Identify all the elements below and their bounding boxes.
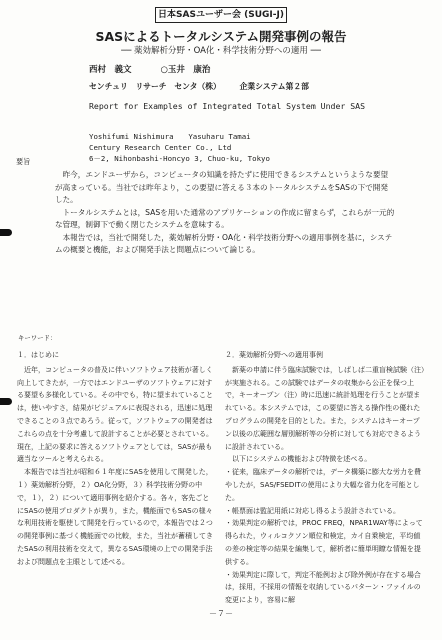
body-paragraph: 近年，コンピュータの普及に伴いソフトウェア技術が著しく向上してきたが，一方ではエンドユーザのソフトウェアに対する要望も多様化している。その中でも，特に望まれていることは，使いやすさ，結果がビジュアルに表現される，迅速に処理できることの３点であろう。従って，ソフトウェアの開発者はこれらの点を十分考慮して設計することが必要とされている。現在，上記の要求に答えるソフトウェアとしては，SASが最も適当なツールと考えられる。 <box>17 365 213 464</box>
authors <box>89 63 236 75</box>
organization-box: 日本SASユーザー会 (SUGI-J) <box>155 7 287 23</box>
english-authors: Yoshifumi Nishimura Yasuharu Tamai <box>89 132 251 141</box>
author-2: ○玉井 康治 <box>160 65 211 75</box>
affiliation-company: センチュリ リサーチ センタ（株） <box>89 82 221 91</box>
paper-subtitle: ── 薬効解析分野・OA化・科学技術分野への適用 ── <box>121 46 321 56</box>
bullet-item: ・効果判定の解析では，PROC FREQ，NPAR1WAY等によって得られた，ウィルコクソン順位和検定，カイ自乗検定，平均値の差の検定等の結果を編集して，解析者に簡単明瞭な情報を提供する。 <box>225 519 423 566</box>
abstract <box>55 169 395 257</box>
english-title: Report for Examples of Integrated Total System Under SAS <box>89 101 366 111</box>
abstract-paragraph: 本報告では，当社で開発した，薬効解析分野・OA化・科学技術分野への適用事例を基に，システムの概要と機能，および開発手法と問題点について論じる。 <box>55 232 393 254</box>
abstract-label: 要旨 <box>16 157 31 166</box>
body-paragraph: 以下にシステムの機能および特徴を述べる。 <box>232 455 372 464</box>
english-address: 6－2, Nihonbashi-Honcyo 3, Chuo-ku, Tokyo <box>89 154 270 163</box>
punch-hole-mark <box>0 398 12 405</box>
right-column <box>225 349 425 607</box>
author-1: 西村 義文 <box>89 65 132 75</box>
paper-title: SASによるトータルシステム開発事例の報告 <box>95 29 347 44</box>
body-paragraph: 本報告では当社が昭和６１年度にSASを使用して開発した，１）薬効解析分野，２）OA化分野，３）科学技術分野の中で，１），２）について適用事例を紹介する。各々，客先ごとにSASの使用プロダクトが異り，また，機能面でもSASの様々な利用技術を駆使して開発を行っているので，本報告では２つの開発事例に基づく機能面での比較，また，当社が蓄積してきたSASの利用技術を交えて，異なるSAS環境の上での開発手法および問題点を主眼として述べる。 <box>17 468 213 566</box>
abstract-paragraph: 昨今，エンドユーザから，コンピュータの知識を持たずに使用できるシステムというような要望が高まっている。当社では昨年より，この要望に答える３本のトータルシステムをSASの下で開発した。 <box>55 170 389 204</box>
english-author-block <box>89 131 409 164</box>
section-heading-intro: １．はじめに <box>17 351 59 359</box>
keywords-label: キーワード： <box>18 334 57 342</box>
punch-hole-mark <box>0 229 12 236</box>
left-column <box>17 349 215 569</box>
section-heading-application: ２．薬効解析分野への適用事例 <box>225 351 323 359</box>
body-paragraph: 新薬の申請に伴う臨床試験では，しばしば二重盲検試験（注）が実施される。この試験ではデータの収集から公正を保つ上で，キーオープン（注）時に迅速に統計処理を行うことが望まれている。本システムでは，この要望に答える操作性の優れたプログラムの開発を目的とした。また，システムはキーオープン以後の広範囲な層別解析等の分析に対しても対応できるように設計されている。 <box>225 365 425 451</box>
english-affiliation: Century Research Center Co., Ltd <box>89 143 232 152</box>
affiliation <box>89 81 325 92</box>
affiliation-dept: 企業システム第２部 <box>239 82 309 91</box>
bullet-item: ・帳票面は監記用紙に対応し得るよう設計されている。 <box>225 506 400 515</box>
page-number: －７－ <box>209 609 233 618</box>
bullet-item: ・効果判定に際して，判定不能例および除外例が存在する場合は，採用，不採用の情報を収納しているパターン・ファイルの変更により，容易に解 <box>225 570 421 605</box>
bullet-item: ・従来，臨床データの解析では，データ構築に膨大な労力を費やしたが，SAS/FSEDITの使用により大幅な省力化を可能とした。 <box>225 468 421 502</box>
abstract-paragraph: トータルシステムとは，SASを用いた通常のアプリケーションの作成に留まらず，これらが一元的な管理，制御下で動く閉じたシステムを意味する。 <box>55 207 395 229</box>
